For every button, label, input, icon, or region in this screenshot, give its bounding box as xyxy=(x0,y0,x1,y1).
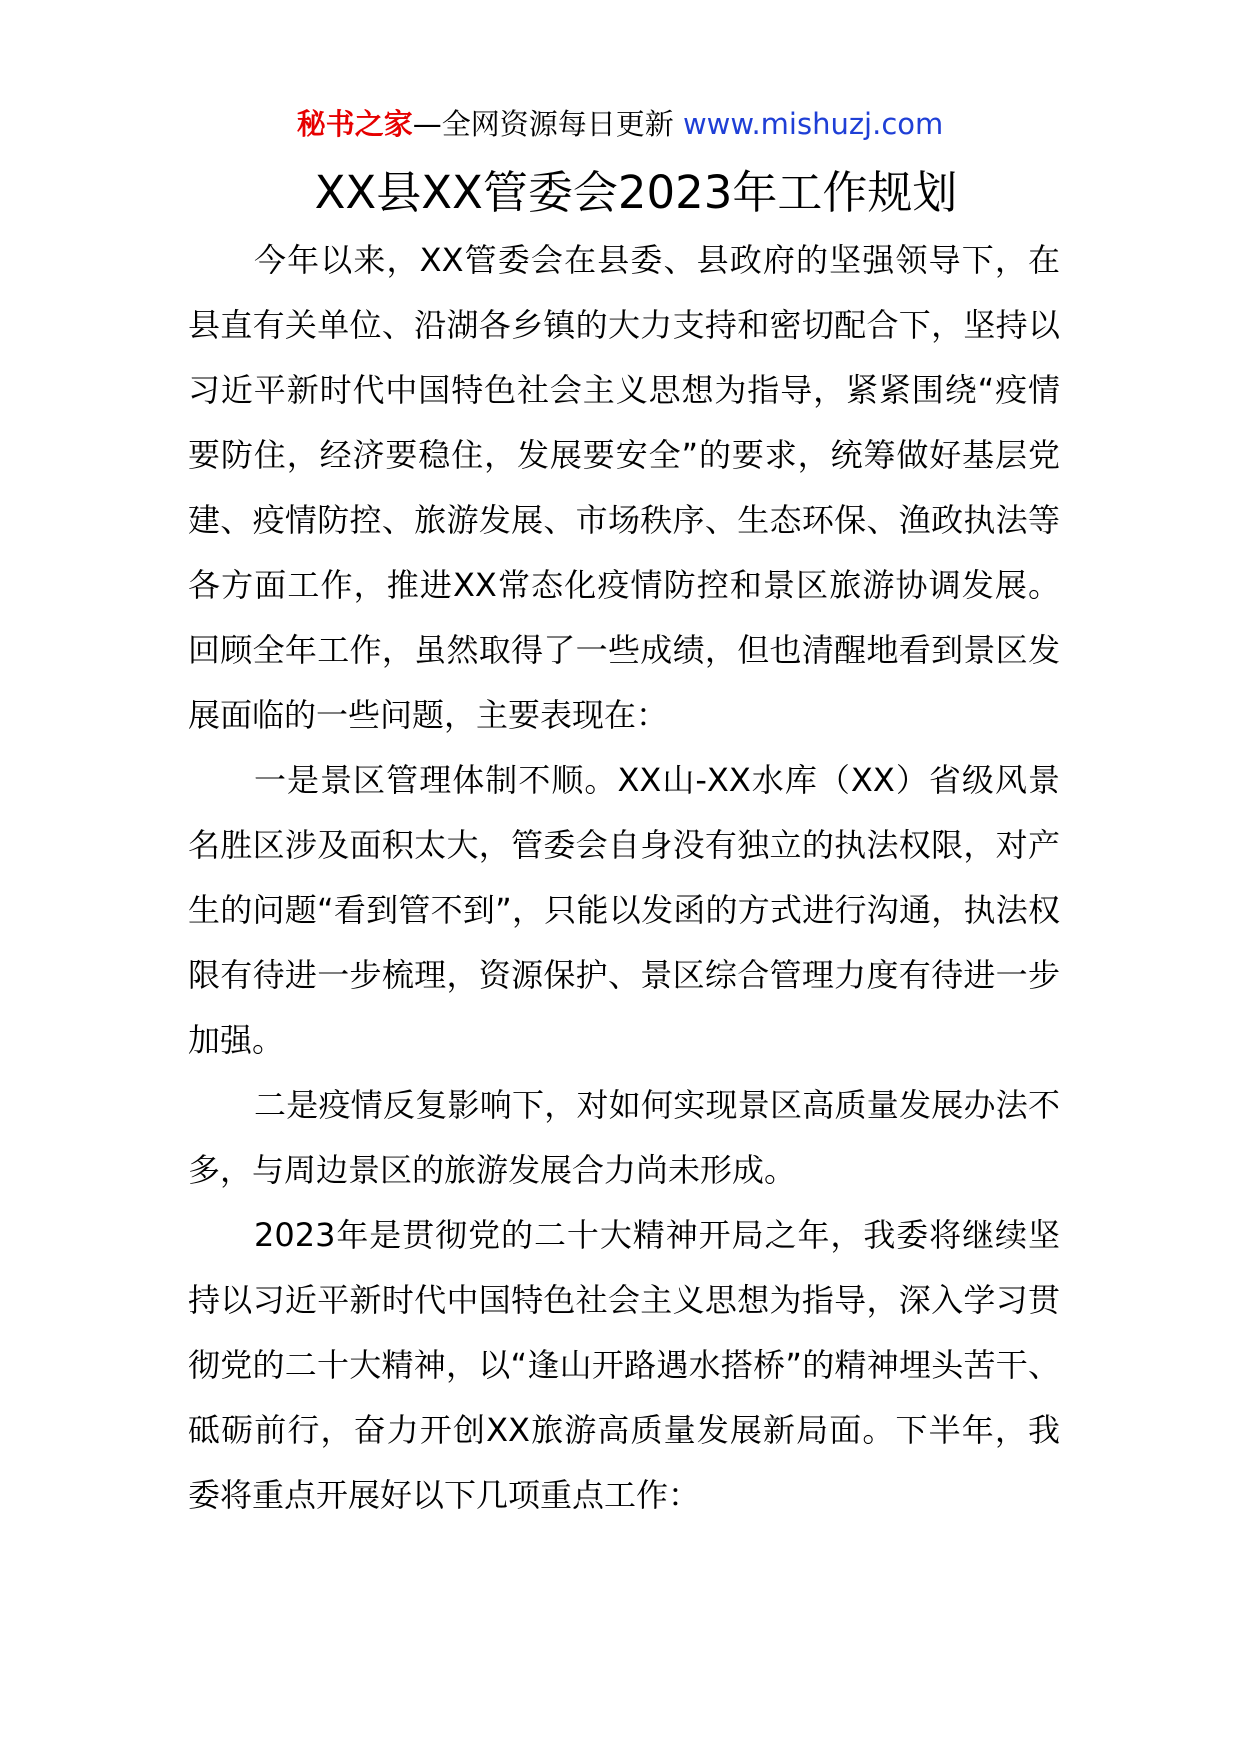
document-title: XX县XX管委会2023年工作规划 xyxy=(314,166,958,219)
site-header xyxy=(0,104,1240,144)
site-brand: 秘书之家 xyxy=(296,107,413,141)
site-tagline: —全网资源每日更新 xyxy=(412,107,683,141)
paragraph-plan-2023: 2023年是贯彻党的二十大精神开局之年，我委将继续坚持以习近平新时代中国特色社会主义思想为指导，深入学习贯彻党的二十大精神，以“逢山开路遇水搭桥”的精神埋头苦干、砥砺前行，奋力开创XX旅游高质量发展新局面。下半年，我委将重点开展好以下几项重点工作： xyxy=(188,1216,1060,1514)
paragraph-problem-one: 一是景区管理体制不顺。XX山-XX水库（XX）省级风景名胜区涉及面积太大，管委会自身没有独立的执法权限，对产生的问题“看到管不到”，只能以发函的方式进行沟通，执法权限有待进一步梳理，资源保护、景区综合管理力度有待进一步加强。 xyxy=(188,761,1060,1059)
paragraph-intro: 今年以来，XX管委会在县委、县政府的坚强领导下，在县直有关单位、沿湖各乡镇的大力支持和密切配合下，坚持以习近平新时代中国特色社会主义思想为指导，紧紧围绕“疫情要防住，经济要稳住，发展要安全”的要求，统筹做好基层党建、疫情防控、旅游发展、市场秩序、生态环保、渔政执法等各方面工作，推进XX常态化疫情防控和景区旅游协调发展。回顾全年工作，虽然取得了一些成绩，但也清醒地看到景区发展面临的一些问题，主要表现在： xyxy=(188,241,1060,734)
document-body xyxy=(188,228,1060,1528)
site-url-link[interactable]: www.mishuzj.com xyxy=(682,107,944,141)
paragraph-problem-two: 二是疫情反复影响下，对如何实现景区高质量发展办法不多，与周边景区的旅游发展合力尚未形成。 xyxy=(188,1086,1060,1189)
